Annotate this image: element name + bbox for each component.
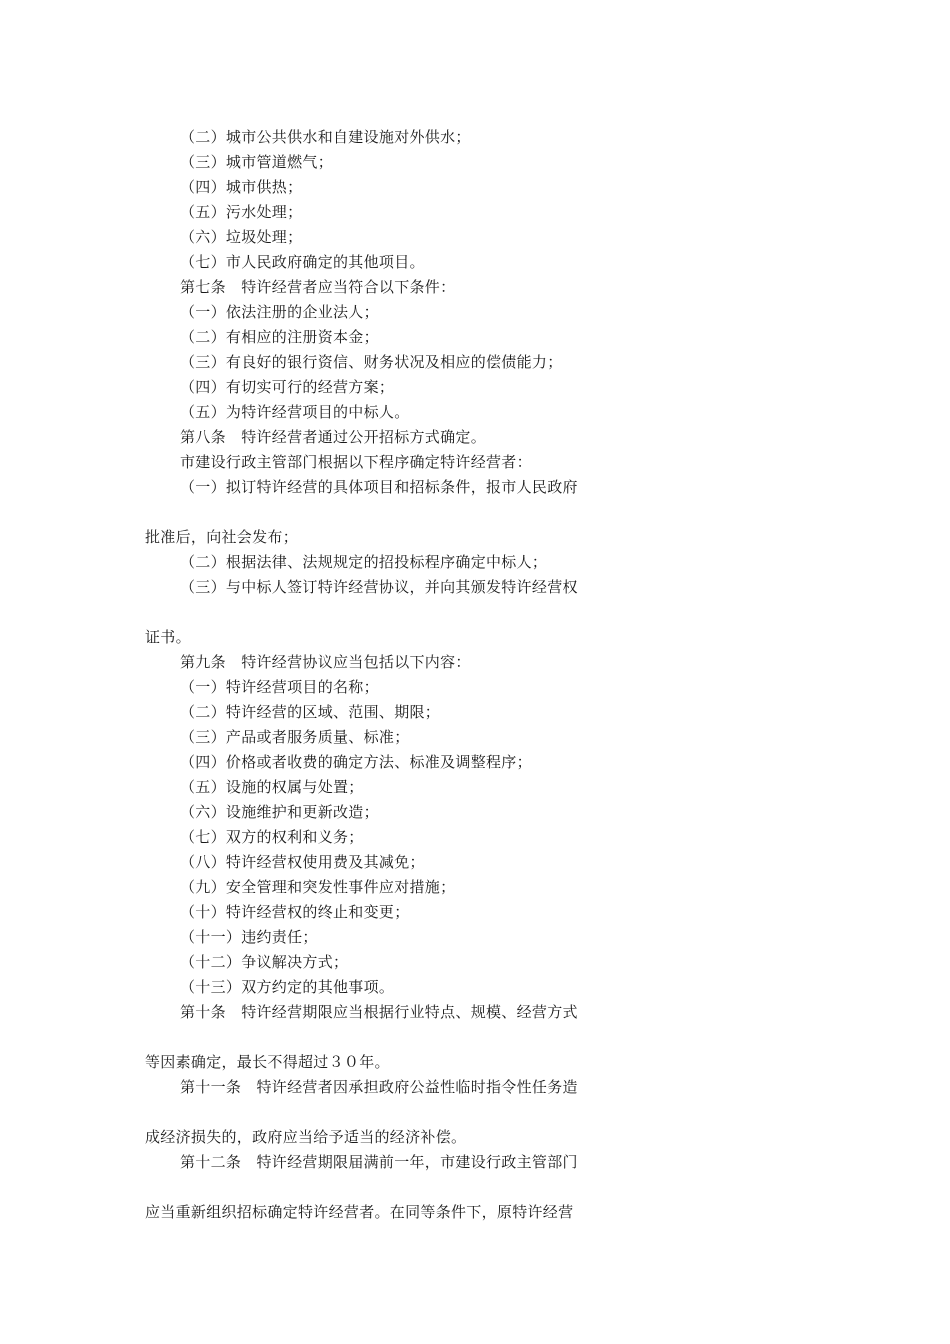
text-line: （十）特许经营权的终止和变更；: [180, 903, 410, 921]
text-line: （二）根据法律、法规规定的招投标程序确定中标人；: [180, 553, 548, 571]
text-line: （四）有切实可行的经营方案；: [180, 378, 395, 396]
text-line: （三）产品或者服务质量、标准；: [180, 728, 410, 746]
text-line: （九）安全管理和突发性事件应对措施；: [180, 878, 456, 896]
article-heading-line: 第七条 特许经营者应当符合以下条件：: [180, 278, 456, 296]
text-line: （五）污水处理；: [180, 203, 303, 221]
article-heading-line: 第十二条 特许经营期限届满前一年，市建设行政主管部门: [180, 1153, 578, 1171]
text-line: （三）与中标人签订特许经营协议，并向其颁发特许经营权: [180, 578, 578, 596]
text-line: （八）特许经营权使用费及其减免；: [180, 853, 425, 871]
text-line: （五）为特许经营项目的中标人。: [180, 403, 410, 421]
text-line: （五）设施的权属与处置；: [180, 778, 364, 796]
text-line: （一）拟订特许经营的具体项目和招标条件，报市人民政府: [180, 478, 578, 496]
continuation-line: 批准后，向社会发布；: [145, 528, 299, 546]
text-line: （二）特许经营的区域、范围、期限；: [180, 703, 441, 721]
article-heading-line: 第十条 特许经营期限应当根据行业特点、规模、经营方式: [180, 1003, 578, 1021]
text-line: （三）有良好的银行资信、财务状况及相应的偿债能力；: [180, 353, 563, 371]
text-line: （十二）争议解决方式；: [180, 953, 349, 971]
text-line: （十一）违约责任；: [180, 928, 318, 946]
text-line: （十三）双方约定的其他事项。: [180, 978, 395, 996]
continuation-line: 成经济损失的，政府应当给予适当的经济补偿。: [145, 1128, 467, 1146]
article-heading-line: 第九条 特许经营协议应当包括以下内容：: [180, 653, 471, 671]
article-heading-line: 第八条 特许经营者通过公开招标方式确定。: [180, 428, 487, 446]
text-line: （三）城市管道燃气；: [180, 153, 334, 171]
text-line: 市建设行政主管部门根据以下程序确定特许经营者：: [180, 453, 532, 471]
text-line: （二）有相应的注册资本金；: [180, 328, 379, 346]
text-line: （七）市人民政府确定的其他项目。: [180, 253, 425, 271]
text-line: （四）价格或者收费的确定方法、标准及调整程序；: [180, 753, 532, 771]
article-heading-line: 第十一条 特许经营者因承担政府公益性临时指令性任务造: [180, 1078, 578, 1096]
continuation-line: 等因素确定，最长不得超过３０年。: [145, 1053, 390, 1071]
continuation-line: 证书。: [145, 628, 191, 646]
text-line: （二）城市公共供水和自建设施对外供水；: [180, 128, 471, 146]
text-line: （七）双方的权利和义务；: [180, 828, 364, 846]
continuation-line: 应当重新组织招标确定特许经营者。在同等条件下，原特许经营: [145, 1203, 574, 1221]
text-line: （六）设施维护和更新改造；: [180, 803, 379, 821]
text-line: （四）城市供热；: [180, 178, 303, 196]
text-line: （一）依法注册的企业法人；: [180, 303, 379, 321]
text-line: （六）垃圾处理；: [180, 228, 303, 246]
text-line: （一）特许经营项目的名称；: [180, 678, 379, 696]
